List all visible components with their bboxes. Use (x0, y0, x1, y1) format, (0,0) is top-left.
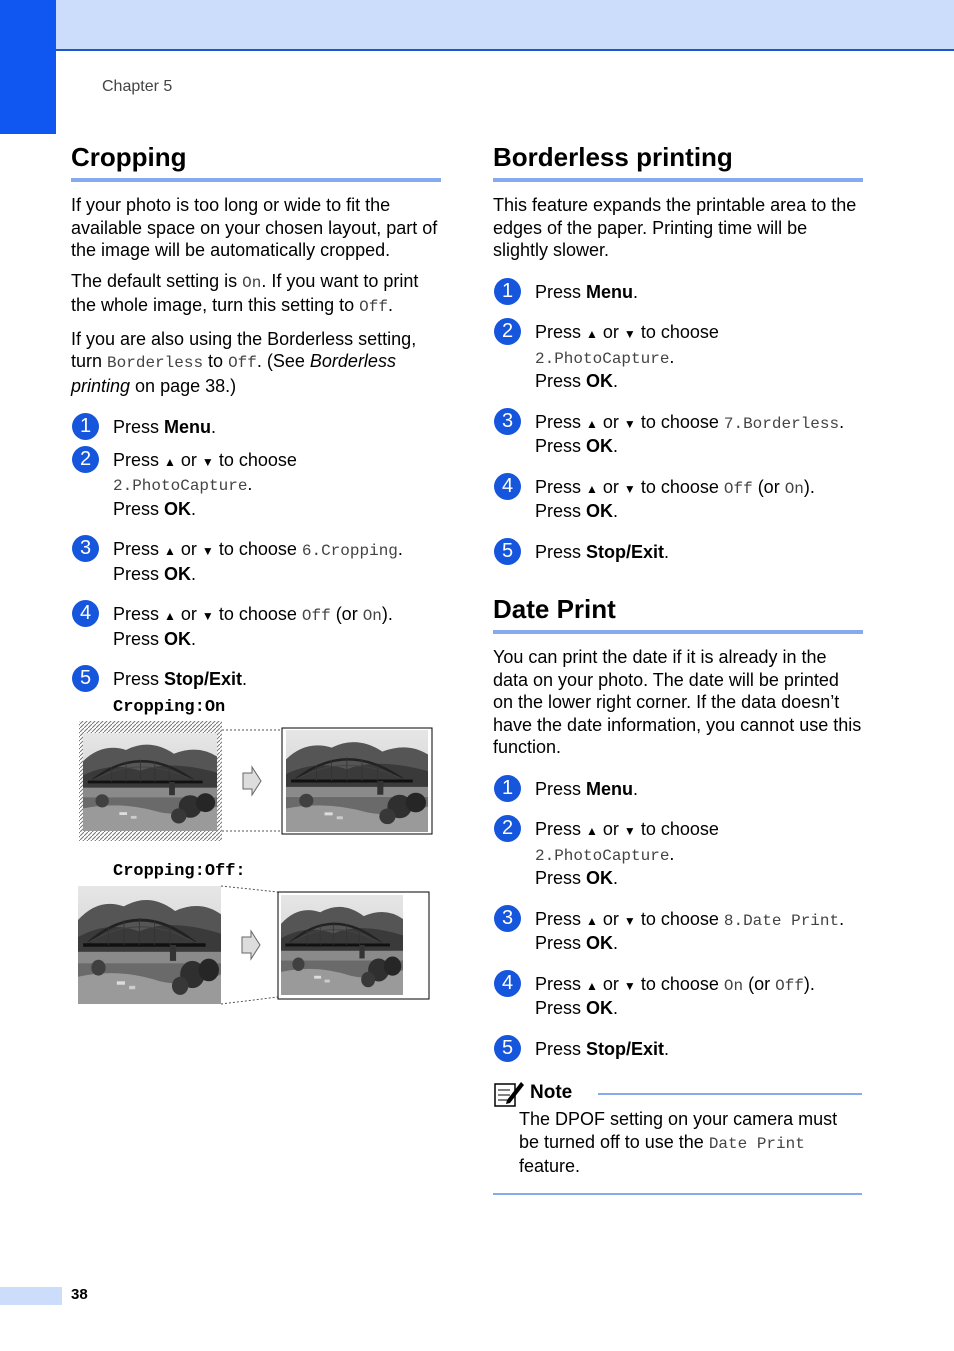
step-2: 2 Press ▲ or ▼ to choose 2.PhotoCapture. Press OK. (493, 818, 863, 890)
step-1: 1 Press Menu. (71, 416, 441, 439)
arrow-right-icon (242, 931, 260, 959)
chapter-label: Chapter 5 (102, 78, 173, 95)
step-1: 1 Press Menu. (493, 778, 863, 801)
paragraph: You can print the date if it is already in the data on your photo. The date will be printed on the lower right corner. If the data doesn’t have the date information, you cannot use this function. (493, 647, 862, 757)
paragraph: If your photo is too long or wide to fit the available space on your chosen layout, part of the image will be automatically cropped. (71, 195, 438, 260)
note-text: The DPOF setting on your camera must be turned off to use the Date Print feature. (519, 1109, 838, 1176)
paragraph: This feature expands the printable area to the edges of the paper. Printing time will be slightly slower. (493, 195, 857, 260)
step-3: 3 Press ▲ or ▼ to choose 7.Borderless. Press OK. (493, 411, 863, 458)
section-title: Borderless printing (493, 142, 863, 182)
note-box (493, 1078, 863, 1198)
paragraph: The default setting is On. If you want to print the whole image, turn this setting to Off. (71, 270, 419, 316)
note-bottom-rule (493, 1193, 862, 1195)
step-4: 4 Press ▲ or ▼ to choose Off (or On). Press OK. (493, 476, 863, 523)
step-4: 4 Press ▲ or ▼ to choose Off (or On). Press OK. (71, 603, 441, 650)
step-3: 3 Press ▲ or ▼ to choose 8.Date Print. Press OK. (493, 908, 863, 955)
section-title: Date Print (493, 594, 863, 634)
footer-bar (0, 1287, 62, 1305)
note-pencil-icon (493, 1078, 525, 1108)
step-5: 5 Press Stop/Exit. (493, 1038, 863, 1061)
step-4: 4 Press ▲ or ▼ to choose On (or Off). Press OK. (493, 973, 863, 1020)
arrow-right-icon (243, 767, 261, 795)
page-number: 38 (71, 1286, 88, 1303)
note-header: Note (493, 1078, 572, 1108)
cropping-on-caption: Cropping:On (113, 698, 226, 717)
borderless-section (493, 142, 863, 1198)
step-5: 5 Press Stop/Exit. (493, 541, 863, 564)
cropping-off-caption: Cropping:Off: (113, 862, 246, 881)
paragraph: If you are also using the Borderless setting, turn Borderless to Off. (See Borderless printing on page 38.) (71, 328, 417, 396)
section-title: Cropping (71, 142, 441, 182)
step-2: 2 Press ▲ or ▼ to choose 2.PhotoCapture. Press OK. (71, 449, 441, 521)
step-2: 2 Press ▲ or ▼ to choose 2.PhotoCapture. Press OK. (493, 321, 863, 393)
step-5: 5 Press Stop/Exit. (71, 668, 441, 691)
note-rule (598, 1093, 862, 1095)
step-1: 1 Press Menu. (493, 281, 863, 304)
step-3: 3 Press ▲ or ▼ to choose 6.Cropping. Press OK. (71, 538, 441, 585)
